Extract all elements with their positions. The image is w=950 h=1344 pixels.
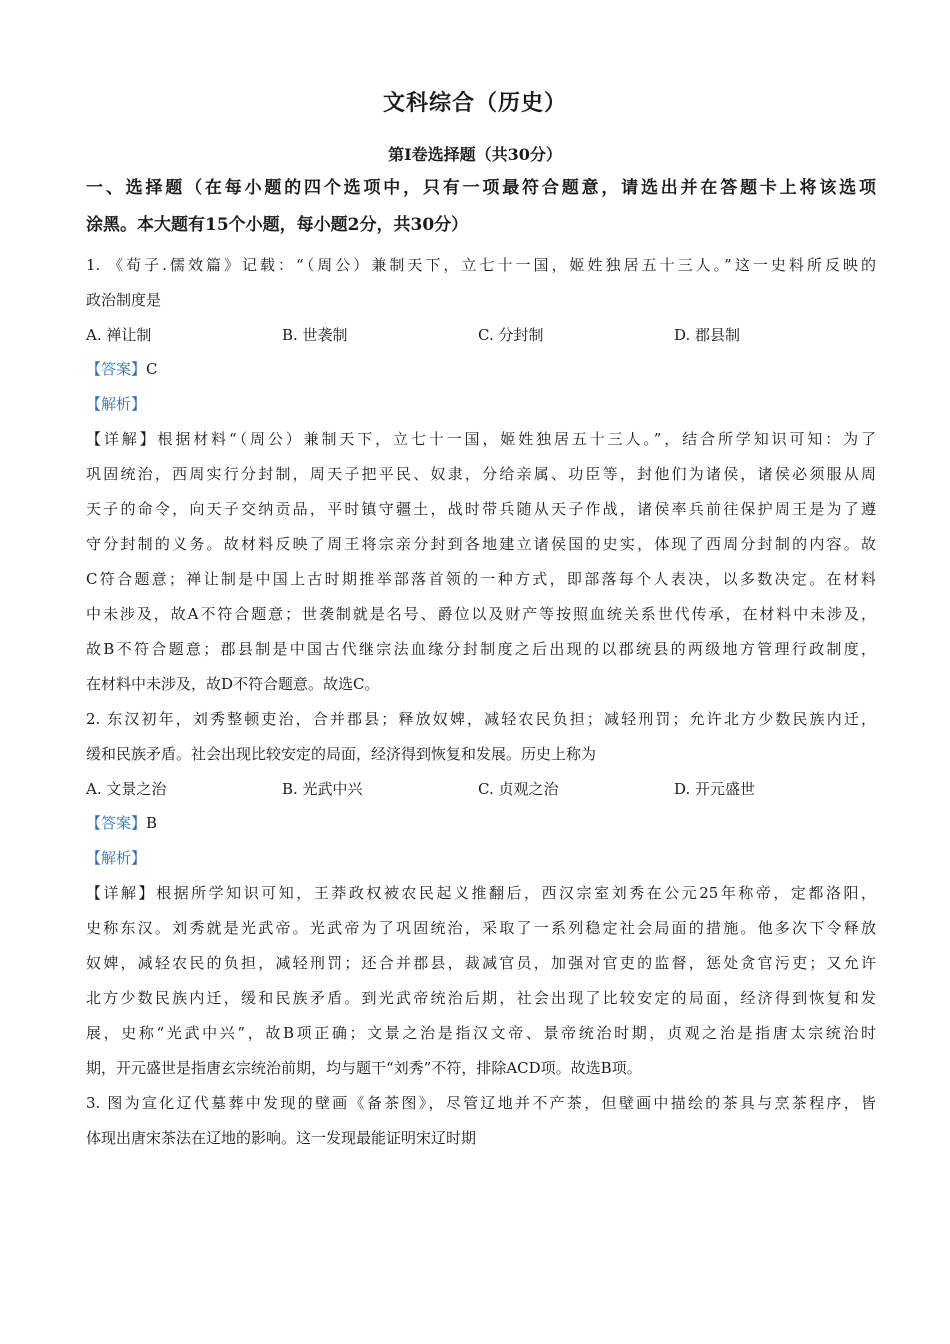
page-title: 文科综合（历史）: [382, 90, 567, 116]
question-2: [86, 702, 876, 1086]
option-d: D. 开元盛世: [674, 780, 756, 798]
option-a: A. 文景之治: [86, 780, 167, 798]
detail-line: 守分封制的义务。故材料反映了周王将宗亲分封到各地建立诸侯国的史实，体现了西周分封制的内容。故: [86, 535, 876, 553]
detail-label: 【详解】: [86, 430, 158, 448]
detail-line: 巩固统治，西周实行分封制，周天子把平民、奴隶，分给亲属、功臣等，封他们为诸侯，诸侯必须服从周: [86, 465, 876, 483]
answer-value: C: [146, 360, 158, 378]
analysis-label: 【解析】: [86, 849, 147, 867]
detail-line: 奴婢，减轻农民的负担，减轻刑罚；还合并郡县，裁减官员，加强对官吏的监督，惩处贪官污吏；又允许: [86, 954, 876, 972]
detail-line: C符合题意；禅让制是中国上古时期推举部落首领的一种方式，即部落每个人表决，以多数决定。在材料: [86, 570, 876, 588]
answer-label: 【答案】: [86, 814, 147, 832]
section-heading: [86, 170, 876, 244]
detail-line: 北方少数民族内迁，缓和民族矛盾。到光武帝统治后期，社会出现了比较安定的局面，经济得到恢复和发: [86, 989, 876, 1007]
detail-label: 【详解】: [86, 884, 157, 902]
question-3: [86, 1086, 876, 1156]
analysis-line: [86, 387, 876, 422]
detail-text: 根据所学知识可知，王莽政权被农民起义推翻后，西汉宗室刘秀在公元25年称帝，定都洛阳，: [156, 884, 876, 902]
detail-line: 天子的命令，向天子交纳贡品，平时镇守疆土，战时带兵随从天子作战，诸侯率兵前往保护周王是为了遵: [86, 500, 876, 518]
detail-line: 史称东汉。刘秀就是光武帝。光武帝为了巩固统治，采取了一系列稳定社会局面的措施。他多次下令释放: [86, 919, 876, 937]
detail-line: 中未涉及，故A不符合题意；世袭制就是名号、爵位以及财产等按照血统关系世代传承，在材料中未涉及，: [86, 605, 876, 623]
option-b: B. 世袭制: [282, 326, 348, 344]
section-heading-line: 涂黑。本大题有15个小题，每小题2分，共30分）: [86, 215, 469, 235]
document-body: [86, 170, 876, 1156]
detail-line: 故B不符合题意；郡县制是中国古代继宗法血缘分封制度之后出现的以郡统县的两级地方管理行政制度，: [86, 640, 876, 658]
option-c: C. 贞观之治: [478, 780, 559, 798]
option-d: D. 郡县制: [674, 326, 741, 344]
answer-value: B: [146, 814, 158, 832]
question-1: [86, 248, 876, 702]
answer-options: [86, 318, 876, 352]
option-b: B. 光武中兴: [282, 780, 363, 798]
section-heading-line: 一、选择题（在每小题的四个选项中，只有一项最符合题意，请选出并在答题卡上将该选项: [86, 178, 876, 198]
question-stem-line: 2. 东汉初年，刘秀整顿吏治，合并郡县；释放奴婢，减轻农民负担；减轻刑罚；允许北方少数民族内迁，: [86, 710, 876, 728]
detail-line: [86, 876, 876, 911]
detail-line: 展，史称“光武中兴”，故B项正确；文景之治是指汉文帝、景帝统治时期，贞观之治是指唐太宗统治时: [86, 1024, 876, 1042]
answer-options: [86, 772, 876, 806]
detail-text: 根据材料“（周公）兼制天下，立七十一国，姬姓独居五十三人。”，结合所学知识可知：为了: [157, 430, 876, 448]
answer-line: [86, 352, 876, 387]
page-subtitle: 第Ⅰ卷选择题（共30分）: [388, 145, 562, 164]
question-stem-line: 缓和民族矛盾。社会出现比较安定的局面，经济得到恢复和发展。历史上称为: [86, 745, 597, 763]
analysis-label: 【解析】: [86, 395, 147, 413]
question-stem-line: 3. 图为宣化辽代墓葬中发现的壁画《备茶图》，尽管辽地并不产茶，但壁画中描绘的茶具与烹茶程序，皆: [86, 1094, 876, 1112]
detail-line: 期，开元盛世是指唐玄宗统治前期，均与题干“刘秀”不符，排除ACD项。故选B项。: [86, 1059, 642, 1077]
question-stem-line: 1. 《荀子.儒效篇》记载：“（周公）兼制天下，立七十一国，姬姓独居五十三人。”这一史料所反映的: [86, 256, 876, 274]
question-stem-line: 体现出唐宋茶法在辽地的影响。这一发现最能证明宋辽时期: [86, 1129, 477, 1147]
answer-line: [86, 806, 876, 841]
detail-line: 在材料中未涉及，故D不符合题意。故选C。: [86, 675, 380, 693]
analysis-line: [86, 841, 876, 876]
question-stem-line: 政治制度是: [86, 291, 162, 309]
answer-label: 【答案】: [86, 360, 147, 378]
detail-line: [86, 422, 876, 457]
option-c: C. 分封制: [478, 326, 544, 344]
option-a: A. 禅让制: [86, 326, 152, 344]
